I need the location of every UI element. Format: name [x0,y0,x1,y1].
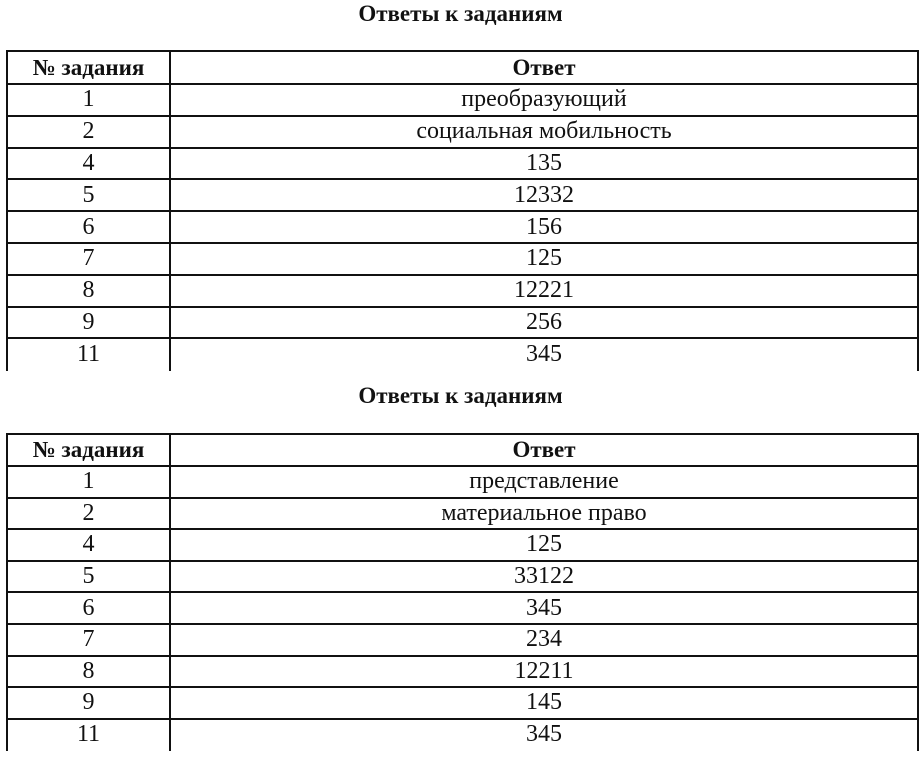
task-number-cell: 6 [7,592,170,624]
table-row [7,148,918,180]
table-row [7,179,918,211]
section-title: Ответы к заданиям [358,383,563,408]
task-number-cell: 1 [7,84,170,116]
task-number-cell: 9 [7,687,170,719]
answer-cell: 125 [170,529,918,561]
answer-cell: 234 [170,624,918,656]
task-number-cell: 4 [7,529,170,561]
table-row [7,498,918,530]
answer-cell: представление [170,466,918,498]
task-number-cell: 2 [7,116,170,148]
answers-table [6,50,919,371]
answer-cell: 12332 [170,179,918,211]
answer-cell: 256 [170,307,918,339]
section-title: Ответы к заданиям [358,1,563,26]
table-row [7,561,918,593]
table-row [7,116,918,148]
table-row [7,719,918,751]
table-row [7,466,918,498]
header-answer: Ответ [170,434,918,466]
table-row [7,624,918,656]
answer-cell: преобразующий [170,84,918,116]
table-row [7,275,918,307]
answer-cell: социальная мобильность [170,116,918,148]
task-number-cell: 7 [7,624,170,656]
answer-cell: 12211 [170,656,918,688]
table-row [7,592,918,624]
answer-cell: материальное право [170,498,918,530]
answer-cell: 345 [170,338,918,370]
answer-cell: 33122 [170,561,918,593]
table-row [7,243,918,275]
answer-cell: 345 [170,592,918,624]
table-header-row [7,434,918,466]
header-task-number: № задания [7,51,170,84]
task-number-cell: 8 [7,656,170,688]
task-number-cell: 7 [7,243,170,275]
task-number-cell: 2 [7,498,170,530]
task-number-cell: 6 [7,211,170,243]
answer-cell: 156 [170,211,918,243]
task-number-cell: 5 [7,561,170,593]
task-number-cell: 11 [7,338,170,370]
task-number-cell: 5 [7,179,170,211]
task-number-cell: 8 [7,275,170,307]
answer-cell: 12221 [170,275,918,307]
answer-cell: 125 [170,243,918,275]
table-row [7,211,918,243]
header-answer: Ответ [170,51,918,84]
table-row [7,307,918,339]
task-number-cell: 9 [7,307,170,339]
header-task-number: № задания [7,434,170,466]
answer-cell: 145 [170,687,918,719]
task-number-cell: 1 [7,466,170,498]
answer-cell: 345 [170,719,918,751]
table-row [7,338,918,370]
table-header-row [7,51,918,84]
table-row [7,656,918,688]
task-number-cell: 4 [7,148,170,180]
answers-table [6,433,919,751]
table-row [7,687,918,719]
task-number-cell: 11 [7,719,170,751]
table-row [7,84,918,116]
answer-cell: 135 [170,148,918,180]
table-row [7,529,918,561]
